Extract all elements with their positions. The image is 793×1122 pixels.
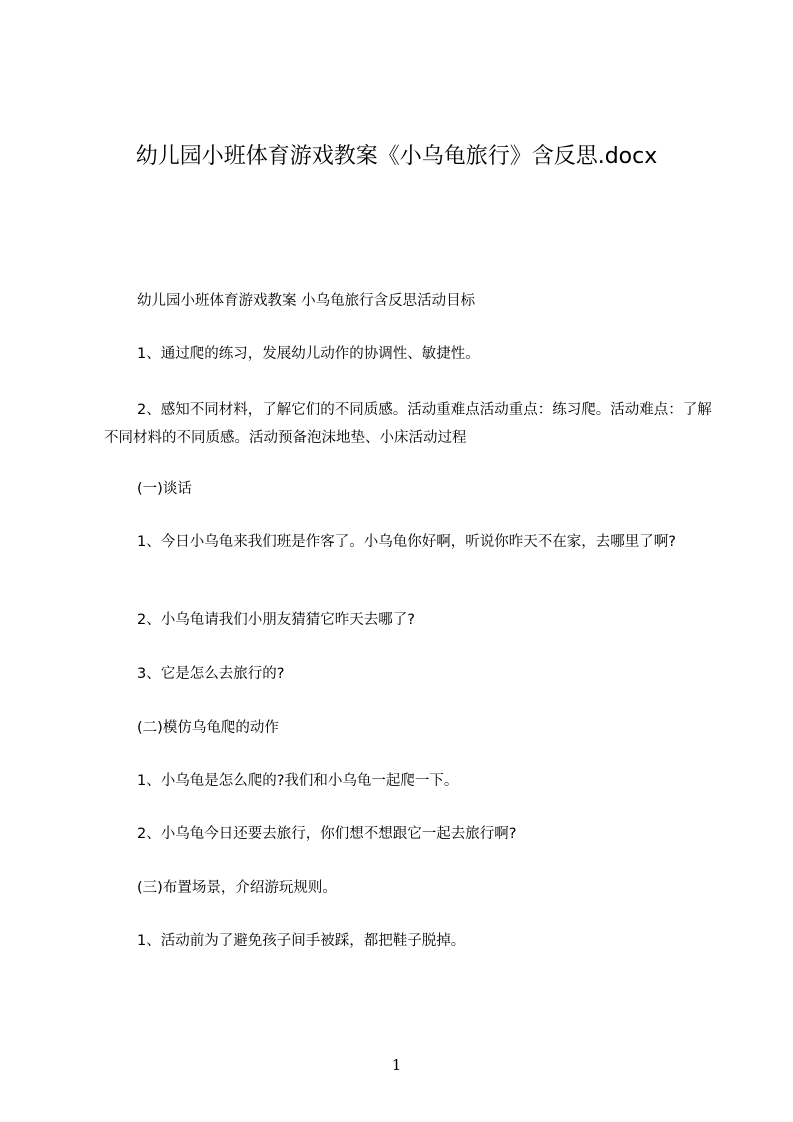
paragraph-section-imitate: (二)模仿乌龟爬的动作	[137, 720, 279, 736]
paragraph-talk-1: 1、今日小乌龟来我们班是作客了。小乌龟你好啊，听说你昨天不在家，去哪里了啊?	[137, 534, 676, 550]
paragraph-goal-2: 2、感知不同材料，了解它们的不同质感。活动重难点活动重点：练习爬。活动难点：了解不同材料的不同质感。活动预备泡沫地垫、小床活动过程	[104, 402, 712, 446]
paragraph-imitate-1: 1、小乌龟是怎么爬的?我们和小乌龟一起爬一下。	[137, 773, 459, 789]
paragraph-goal-1: 1、通过爬的练习，发展幼儿动作的协调性、敏捷性。	[137, 346, 480, 362]
paragraph-imitate-2: 2、小乌龟今日还要去旅行，你们想不想跟它一起去旅行啊?	[137, 826, 517, 842]
paragraph-setup-1: 1、活动前为了避免孩子间手被踩，都把鞋子脱掉。	[137, 933, 466, 949]
page-number: 1	[391, 1056, 402, 1074]
paragraph-section-setup: (三)布置场景，介绍游玩规则。	[137, 880, 337, 896]
paragraph-section-talk: (一)谈话	[137, 481, 192, 497]
document-title: 幼儿园小班体育游戏教案《小乌龟旅行》含反思.docx	[135, 144, 658, 169]
paragraph-activity-goals: 幼儿园小班体育游戏教案 小乌龟旅行含反思活动目标	[137, 293, 476, 309]
paragraph-talk-2: 2、小乌龟请我们小朋友猜猜它昨天去哪了?	[137, 612, 415, 628]
paragraph-talk-3: 3、它是怎么去旅行的?	[137, 666, 285, 682]
